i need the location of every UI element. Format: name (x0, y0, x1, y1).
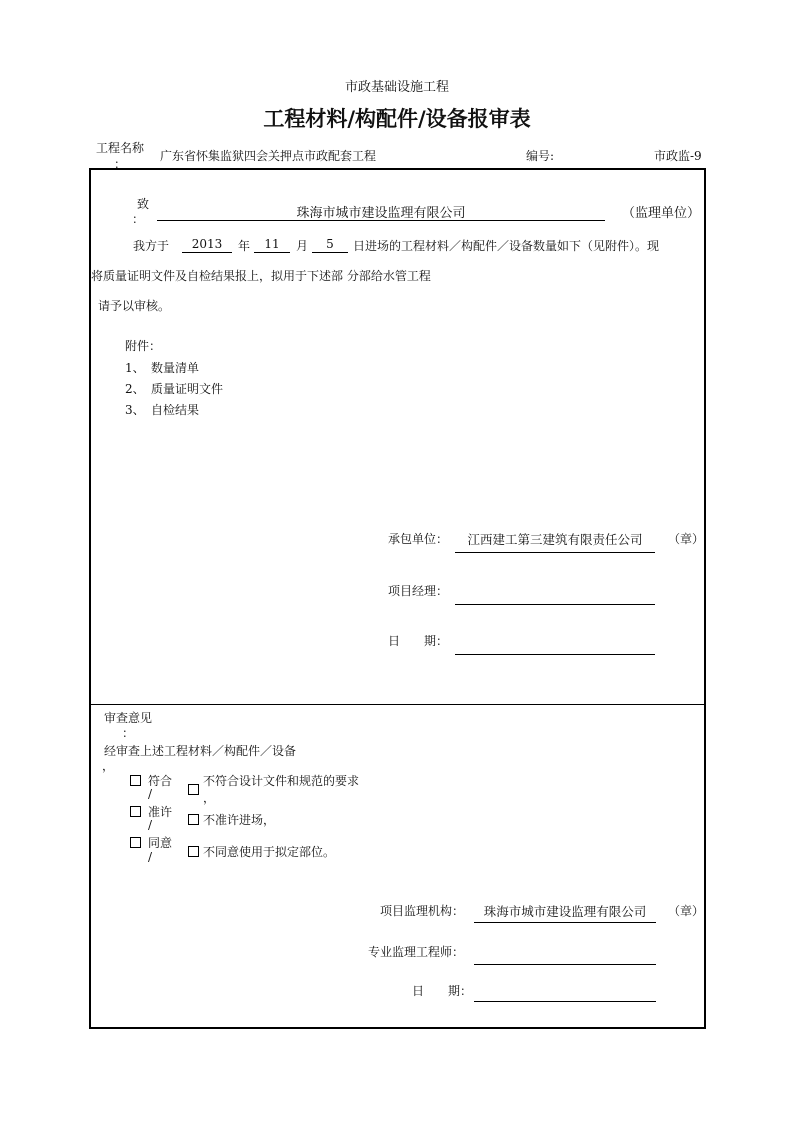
day-underline (312, 252, 348, 253)
project-name-colon: ： (114, 157, 127, 171)
year-underline (182, 252, 232, 253)
day-value: 5 (326, 237, 334, 251)
to-colon: ： (132, 212, 145, 226)
lower-date-underline (474, 1001, 656, 1002)
attachment-1-num: 1、 (125, 361, 145, 375)
contractor-value: 江西建工第三建筑有限责任公司 (467, 532, 643, 547)
upper-date-label: 日 期： (388, 634, 449, 648)
document-title: 工程材料/构配件/设备报审表 (263, 107, 531, 131)
option-2-left-checkbox[interactable] (130, 806, 141, 817)
to-label: 致 (137, 197, 150, 211)
attachment-3-text: 自检结果 (151, 403, 200, 417)
option-2-right-checkbox[interactable] (188, 814, 199, 825)
contractor-label: 承包单位： (388, 532, 449, 546)
option-1-right-text: 不符合设计文件和规范的要求 (203, 774, 360, 788)
option-2-left-text: 准许 (148, 805, 173, 819)
engineer-label: 专业监理工程师： (368, 945, 465, 959)
contractor-underline (455, 552, 655, 553)
manager-underline (455, 604, 655, 605)
review-intro: 经审查上述工程材料／构配件／设备 (104, 744, 297, 758)
year-unit: 年 (238, 239, 251, 253)
number-value: 市政监-9 (654, 149, 702, 163)
contractor-seal: （章） (668, 532, 705, 546)
number-label: 编号: (526, 149, 555, 163)
project-name-label: 工程名称 (96, 141, 145, 155)
line3-text: 请予以审核。 (98, 299, 171, 313)
document-category: 市政基础设施工程 (344, 80, 449, 95)
org-seal: （章） (668, 904, 705, 918)
to-suffix: （监理单位） (622, 206, 701, 221)
option-1-left-checkbox[interactable] (130, 775, 141, 786)
attachment-1-text: 数量清单 (151, 361, 200, 375)
option-3-left-text: 同意 (148, 836, 173, 850)
month-underline (254, 252, 290, 253)
to-underline (157, 220, 605, 221)
lower-date-label: 日 期： (412, 984, 473, 998)
month-unit: 月 (296, 239, 309, 253)
attachment-2-num: 2、 (125, 382, 145, 396)
option-2-slash: / (148, 818, 153, 832)
upper-date-underline (455, 654, 655, 655)
option-3-right-checkbox[interactable] (188, 846, 199, 857)
option-3-right-text: 不同意使用于拟定部位。 (203, 845, 336, 859)
review-colon: ： (122, 726, 135, 740)
month-value: 11 (264, 237, 280, 251)
option-2-right-text: 不准许进场， (203, 813, 276, 827)
option-1-right-checkbox[interactable] (188, 784, 199, 795)
org-underline (474, 922, 656, 923)
line1-prefix: 我方于 (133, 239, 170, 253)
review-comma: ， (102, 759, 115, 773)
year-value: 2013 (191, 237, 223, 251)
manager-label: 项目经理： (388, 584, 449, 598)
option-3-slash: / (148, 850, 153, 864)
line1-suffix: 日进场的工程材料／构配件／设备数量如下（见附件）。现 (353, 239, 660, 253)
org-label: 项目监理机构： (380, 904, 465, 918)
section-divider (89, 704, 706, 705)
attachments-label: 附件： (125, 339, 162, 353)
option-1-slash: / (148, 787, 153, 801)
attachment-2-text: 质量证明文件 (151, 382, 224, 396)
option-1-right-tail: ， (203, 791, 216, 805)
option-1-left-text: 符合 (148, 774, 173, 788)
option-3-left-checkbox[interactable] (130, 837, 141, 848)
attachment-3-num: 3、 (125, 403, 145, 417)
line2-text: 将质量证明文件及自检结果报上，拟用于下述部 分部给水管工程 (91, 269, 431, 283)
project-name-value: 广东省怀集监狱四会关押点市政配套工程 (160, 149, 377, 163)
review-label: 审查意见 (104, 711, 153, 725)
org-value: 珠海市城市建设监理有限公司 (483, 904, 647, 919)
to-value: 珠海市城市建设监理有限公司 (296, 206, 466, 221)
engineer-underline (474, 964, 656, 965)
